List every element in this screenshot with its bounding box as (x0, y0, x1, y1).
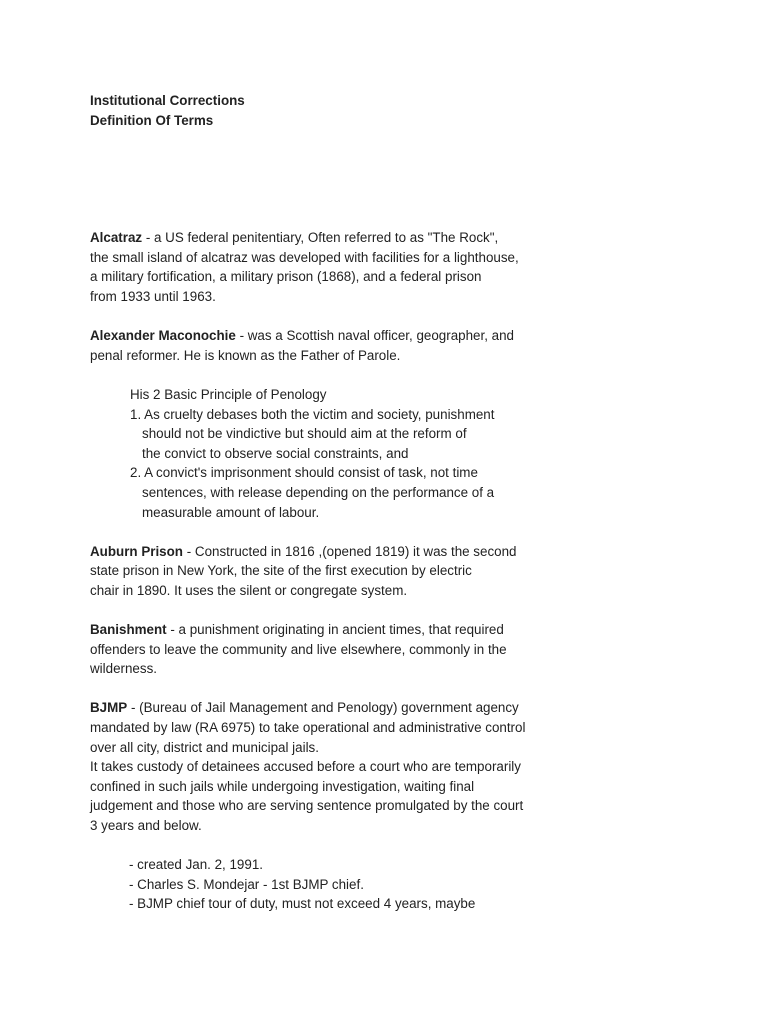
entry-text: chair in 1890. It uses the silent or congregate system. (90, 582, 408, 598)
entry-term: Alcatraz (90, 230, 143, 246)
entry-bjmp (90, 698, 570, 835)
entry-banishment (90, 620, 570, 679)
entry-text: - a punishment originating in ancient times, that required (166, 622, 504, 638)
entry-first-line (90, 620, 570, 640)
entry-text: penal reformer. He is known as the Father of Parole. (90, 347, 401, 363)
entry-text: a military fortification, a military prison (1868), and a federal prison (90, 269, 482, 285)
entry-text: - (Bureau of Jail Management and Penology) government agency (127, 700, 519, 716)
entry-text: mandated by law (RA 6975) to take operational and administrative control (90, 720, 526, 736)
entry-text: confined in such jails while undergoing investigation, waiting final (90, 778, 475, 794)
document-body (90, 91, 570, 914)
entry-term: Banishment (90, 622, 167, 638)
entry-text: from 1933 until 1963. (90, 288, 216, 304)
document-subtitle: Definition Of Terms (90, 112, 214, 128)
principle-item-2-cont: measurable amount of labour. (142, 504, 320, 520)
entry-text: wilderness. (90, 661, 157, 677)
list-item: - BJMP chief tour of duty, must not exceed 4 years, maybe (129, 896, 476, 912)
list-item: - Charles S. Mondejar - 1st BJMP chief. (129, 876, 364, 892)
entry-text: - was a Scottish naval officer, geographer, and (235, 328, 515, 344)
principle-item-1-cont: the convict to observe social constraints, and (142, 445, 409, 461)
list-item: - created Jan. 2, 1991. (129, 857, 263, 873)
entry-text: 3 years and below. (90, 818, 202, 833)
entry-term: Alexander Maconochie (90, 328, 236, 344)
entry-first-line (90, 542, 570, 562)
entry-first-line (90, 228, 570, 248)
entry-term: BJMP (90, 700, 128, 716)
entry-text: state prison in New York, the site of the first execution by electric (90, 563, 472, 579)
entry-text: It takes custody of detainees accused before a court who are temporarily (90, 759, 521, 775)
entry-auburn-prison (90, 542, 570, 601)
entry-term: Auburn Prison (90, 543, 183, 559)
principle-item-2: 2. A convict's imprisonment should consist of task, not time (130, 465, 478, 481)
principle-item-1: 1. As cruelty debases both the victim and society, punishment (130, 406, 495, 422)
entry-first-line (90, 698, 570, 718)
bjmp-facts-list (129, 855, 570, 914)
principle-item-2-cont: sentences, with release depending on the performance of a (142, 484, 495, 500)
entry-first-line (90, 326, 570, 346)
title-spacer (90, 130, 570, 228)
entry-text: judgement and those who are serving sentence promulgated by the court (90, 798, 524, 814)
entry-alcatraz (90, 228, 570, 306)
document-title: Institutional Corrections (90, 93, 245, 108)
entry-text: the small island of alcatraz was developed with facilities for a lighthouse, (90, 249, 519, 265)
penology-principles (130, 385, 570, 522)
principle-item-1-cont: should not be vindictive but should aim at the reform of (142, 426, 467, 442)
entry-text: offenders to leave the community and live elsewhere, commonly in the (90, 641, 507, 657)
principles-heading: His 2 Basic Principle of Penology (130, 386, 327, 402)
entry-text: - a US federal penitentiary, Often referred to as "The Rock", (142, 230, 499, 246)
entry-text: over all city, district and municipal jails. (90, 739, 319, 755)
entry-text: - Constructed in 1816 ,(opened 1819) it was the second (183, 543, 517, 559)
entry-maconochie (90, 326, 570, 365)
